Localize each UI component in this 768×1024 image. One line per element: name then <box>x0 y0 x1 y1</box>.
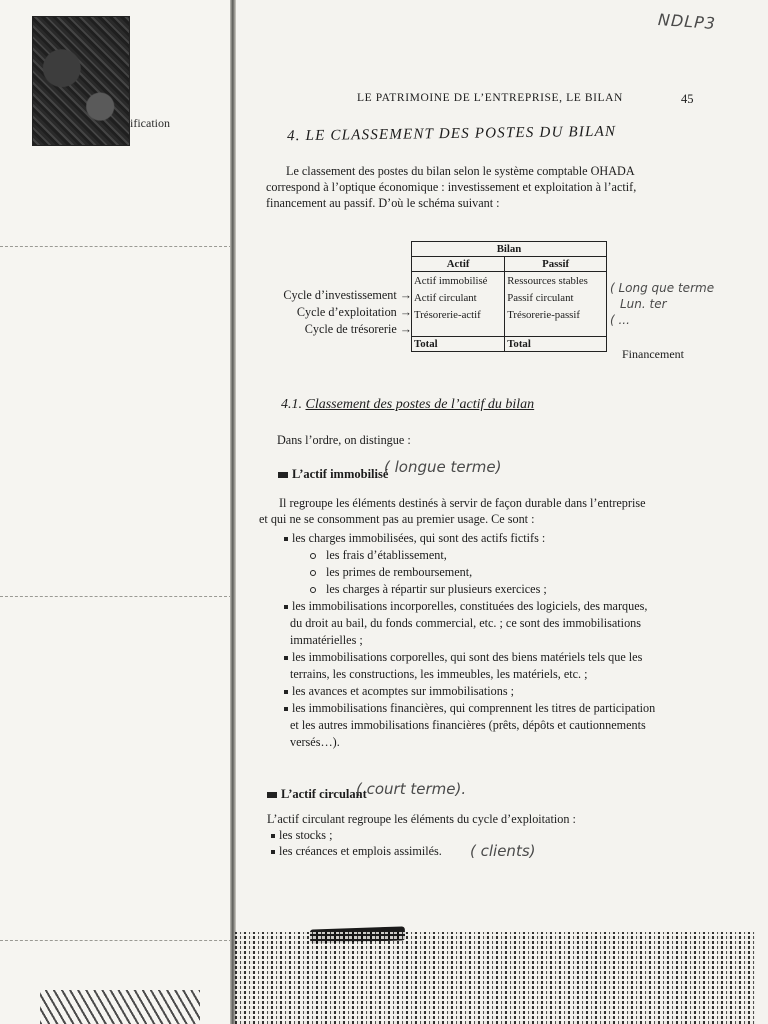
item-text: les immobilisations incorporelles, constituées des logiciels, des marques, <box>292 599 648 613</box>
circle-bullet-icon <box>310 570 316 576</box>
cycle-label: Cycle d’exploitation → <box>296 305 412 319</box>
margin-note-line: ( Long que terme <box>610 281 715 295</box>
handwritten-note-top: NDLP3 <box>657 9 717 34</box>
actif-row: Trésorerie-actif <box>414 309 481 321</box>
passif-row: Trésorerie-passif <box>507 309 580 321</box>
bullet-icon <box>284 537 288 541</box>
handwritten-note: ( longue terme) <box>384 458 502 476</box>
list-item-continuation: et les autres immobilisations financières (prêts, dépôts et cautionnements <box>290 718 646 732</box>
item-text: les frais d’établissement, <box>326 548 447 562</box>
heading-text: L’actif immobilisé <box>292 467 389 481</box>
paragraph-line: financement au passif. D’où le schéma suivant : <box>266 196 500 210</box>
passif-row: Ressources stables <box>507 275 588 287</box>
list-item-continuation: immatérielles ; <box>290 633 363 647</box>
left-page-dash-line <box>0 246 232 247</box>
bilan-table <box>411 241 607 352</box>
item-text: les créances et emplois assimilés. <box>279 844 442 858</box>
bullet-icon <box>271 834 275 838</box>
list-item-continuation: du droit au bail, du fonds commercial, etc. ; ce sont des immobilisations <box>290 616 641 630</box>
list-item-continuation: versés…). <box>290 735 340 749</box>
list-item-continuation: terrains, les constructions, les immeubles, les matériels, etc. ; <box>290 667 588 681</box>
paragraph-line: Le classement des postes du bilan selon le système comptable OHADA <box>286 164 635 178</box>
list-subitem <box>274 564 714 581</box>
bullet-icon <box>284 656 288 660</box>
text-line: Il regroupe les éléments destinés à servir de façon durable dans l’entreprise <box>279 496 646 510</box>
page-number: 45 <box>681 92 694 106</box>
actif-column-header: Actif <box>412 257 505 272</box>
passif-cell <box>505 272 607 337</box>
list-item <box>274 530 714 547</box>
text-line: et qui ne se consomment pas au premier usage. Ce sont : <box>259 512 535 526</box>
bullet-icon <box>271 850 275 854</box>
item-text: les avances et acomptes sur immobilisations ; <box>292 684 515 698</box>
passif-row: Passif circulant <box>507 292 574 304</box>
heading-text: L’actif circulant <box>281 787 367 801</box>
actif-circulant-heading <box>267 787 367 802</box>
bullet-icon <box>284 605 288 609</box>
actif-immobilise-list <box>274 530 714 751</box>
bullet-icon <box>284 707 288 711</box>
item-text: les primes de remboursement, <box>326 565 473 579</box>
list-subitem <box>274 547 714 564</box>
left-page-caption: ification <box>130 116 170 130</box>
actif-immobilise-heading <box>278 467 388 482</box>
cycle-label: Cycle de trésorerie → <box>304 322 412 336</box>
list-subitem <box>274 581 714 598</box>
total-passif: Total <box>505 337 607 352</box>
subsection-heading: Classement des postes de l’actif du bilan <box>305 397 535 412</box>
subsection-number: 4.1. <box>281 397 302 412</box>
financement-label: Financement <box>622 347 684 361</box>
handwritten-margin-notes <box>610 280 714 328</box>
subsection-intro: Dans l’ordre, on distingue : <box>277 433 411 447</box>
paragraph-line: correspond à l’optique économique : investissement et exploitation à l’actif, <box>266 180 637 194</box>
total-actif: Total <box>412 337 505 352</box>
item-text: les immobilisations corporelles, qui sont des biens matériels tels que les <box>292 650 643 664</box>
square-bullet-icon <box>278 472 288 478</box>
book-fold <box>230 0 236 1024</box>
passif-column-header: Passif <box>505 257 607 272</box>
circle-bullet-icon <box>310 553 316 559</box>
handwritten-note: ( clients) <box>470 842 536 860</box>
intro-paragraph <box>266 163 700 211</box>
scan-noise-left <box>40 990 200 1024</box>
actif-row: Actif immobilisé <box>414 275 488 287</box>
subsection-title <box>281 397 534 413</box>
text-line: L’actif circulant regroupe les éléments du cycle d’exploitation : <box>267 812 576 826</box>
bullet-icon <box>284 690 288 694</box>
margin-note-line: Lun. ter <box>620 297 667 311</box>
item-text: les charges à répartir sur plusieurs exercices ; <box>326 582 547 596</box>
left-page-photo <box>32 16 130 146</box>
handwritten-note: ( court terme). <box>356 780 467 798</box>
left-page-dash-line <box>0 596 232 597</box>
list-item <box>274 683 714 700</box>
item-text: les stocks ; <box>279 828 333 842</box>
left-page-dash-line <box>0 940 232 941</box>
running-header: LE PATRIMOINE DE L’ENTREPRISE, LE BILAN <box>357 92 623 104</box>
margin-note-line: ( ... <box>610 313 630 327</box>
cycle-label: Cycle d’investissement → <box>283 288 412 302</box>
actif-row: Actif circulant <box>414 292 477 304</box>
list-item <box>267 827 707 843</box>
left-page <box>0 0 232 1024</box>
list-item <box>274 700 714 717</box>
actif-immobilise-text <box>259 495 699 527</box>
scan-noise-bottom <box>235 932 755 1024</box>
item-text: les immobilisations financières, qui comprennent les titres de participation <box>292 701 656 715</box>
actif-cell <box>412 272 505 337</box>
circle-bullet-icon <box>310 587 316 593</box>
section-title: 4. LE CLASSEMENT DES POSTES DU BILAN <box>286 123 617 145</box>
list-item <box>274 598 714 615</box>
square-bullet-icon <box>267 792 277 798</box>
item-text: les charges immobilisées, qui sont des actifs fictifs : <box>292 531 546 545</box>
list-item <box>274 649 714 666</box>
cycle-labels <box>250 287 412 338</box>
bilan-table-title: Bilan <box>412 242 607 257</box>
